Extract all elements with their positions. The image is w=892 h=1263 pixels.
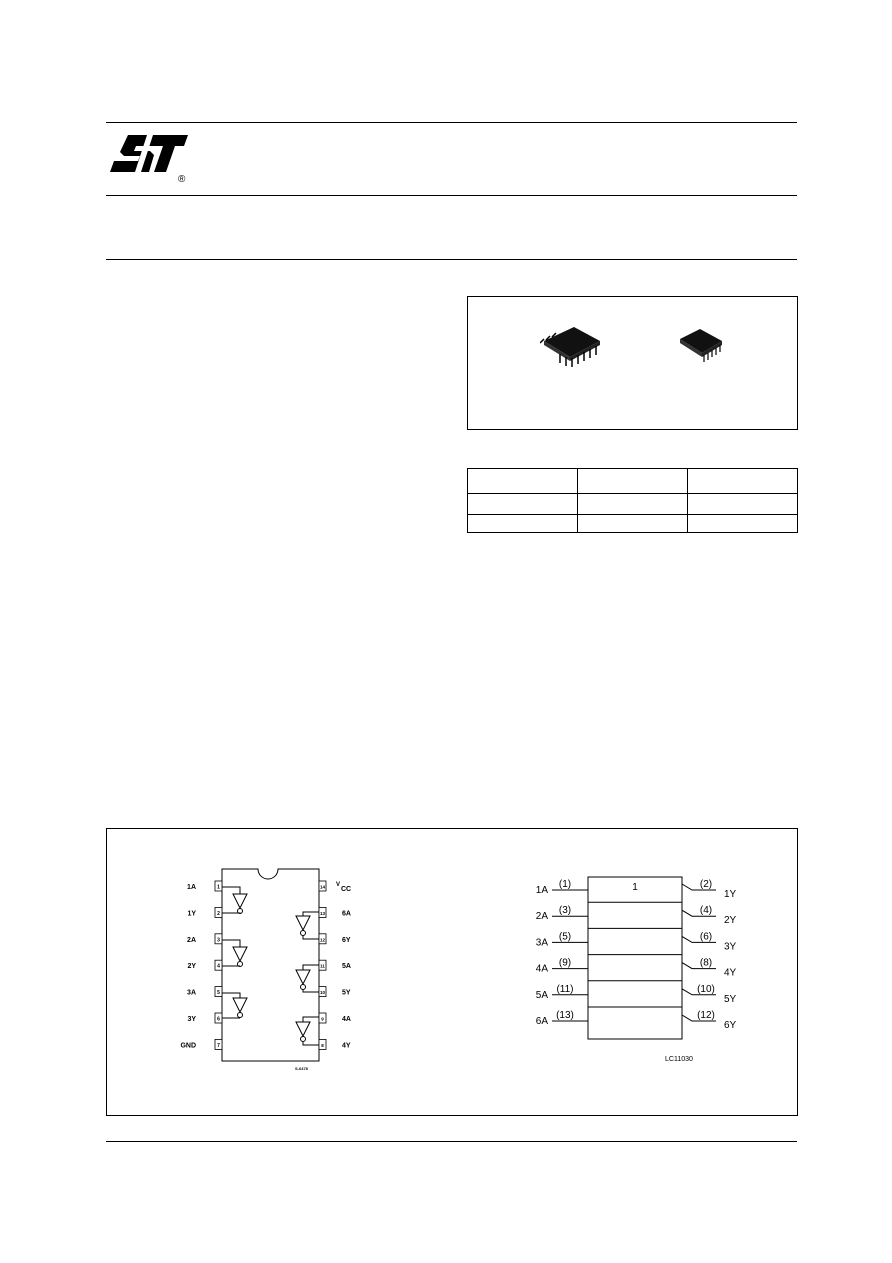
pin-label: 1Y [187, 910, 196, 918]
st-logo [106, 132, 192, 188]
pin-label: 1A [187, 884, 196, 891]
input-pin-number: (3) [558, 905, 572, 917]
gate-function-label: 1 [632, 882, 638, 893]
pin-number: 11 [320, 963, 325, 969]
tssop-package-icon [678, 327, 730, 372]
output-pin-number: (2) [699, 879, 713, 890]
input-label: 3A [535, 937, 548, 949]
pin-label: 6A [342, 910, 351, 918]
logic-diagram-code: LC11030 [665, 1056, 693, 1063]
output-label: 3Y [724, 941, 737, 953]
logic-symbol-diagram [520, 868, 750, 1068]
output-pin-number: (12) [697, 1010, 715, 1021]
order-table-header-rule [467, 493, 798, 494]
input-pin-number: (13) [556, 1010, 574, 1021]
pin-number: 13 [319, 910, 326, 916]
input-pin-number: (9) [558, 957, 572, 969]
soic-package-icon [540, 325, 606, 376]
order-table-col-divider [577, 468, 578, 533]
output-label: 5Y [724, 993, 737, 1005]
pin-number: 8 [321, 1042, 324, 1048]
pin-diagram-code: S-6478 [295, 1066, 308, 1071]
input-pin-number: (5) [558, 931, 572, 943]
pin-number: 14 [319, 884, 326, 890]
pin-number: 5 [217, 990, 220, 997]
output-pin-number: (4) [699, 905, 713, 917]
output-label: 1Y [724, 889, 737, 900]
input-pin-number: (11) [556, 983, 574, 995]
pin-number: 7 [217, 1042, 220, 1049]
pin-label: CC [341, 886, 352, 893]
output-pin-number: (10) [697, 983, 715, 995]
order-table-frame [467, 468, 798, 533]
pin-label: 3Y [187, 1016, 196, 1023]
pin-number: 3 [217, 937, 220, 944]
pin-connection-diagram [160, 860, 370, 1080]
pin-number: 1 [217, 884, 220, 891]
output-label: 6Y [724, 1020, 737, 1031]
pin-number: 4 [217, 963, 220, 970]
pin-label: 3A [187, 989, 196, 997]
pin-number: 12 [319, 937, 326, 943]
output-label: 2Y [724, 915, 737, 927]
pin-number: 9 [321, 1016, 324, 1022]
pin-number: 10 [319, 990, 326, 996]
footer-rule [106, 1141, 797, 1142]
pin-label: 4A [342, 1016, 351, 1023]
pin-label: 5Y [342, 989, 351, 997]
pin-label: 6Y [342, 936, 351, 944]
output-pin-number: (8) [699, 957, 713, 969]
input-label: 4A [535, 963, 548, 975]
package-box [467, 296, 798, 430]
output-pin-number: (6) [699, 931, 713, 943]
header-middle-rule [106, 195, 797, 196]
input-pin-number: (1) [558, 879, 572, 890]
header-bottom-rule [106, 259, 797, 260]
input-label: 2A [535, 911, 548, 923]
order-table-col-divider [687, 468, 688, 533]
input-label: 6A [535, 1016, 548, 1027]
output-label: 4Y [724, 967, 737, 979]
pin-label: GND [180, 1042, 196, 1050]
pin-label: 2A [187, 936, 196, 944]
order-table-row-rule [467, 514, 798, 515]
input-label: 5A [535, 989, 548, 1001]
input-label: 1A [535, 885, 548, 896]
pin-label: 4Y [342, 1042, 351, 1050]
pin-number: 2 [217, 910, 220, 917]
pin-label-prefix: V [336, 882, 341, 888]
pin-number: 6 [217, 1016, 220, 1023]
pin-label: 2Y [187, 963, 196, 971]
registered-mark: ® [178, 174, 186, 185]
header-top-rule [106, 122, 797, 123]
pin-label: 5A [342, 963, 351, 971]
